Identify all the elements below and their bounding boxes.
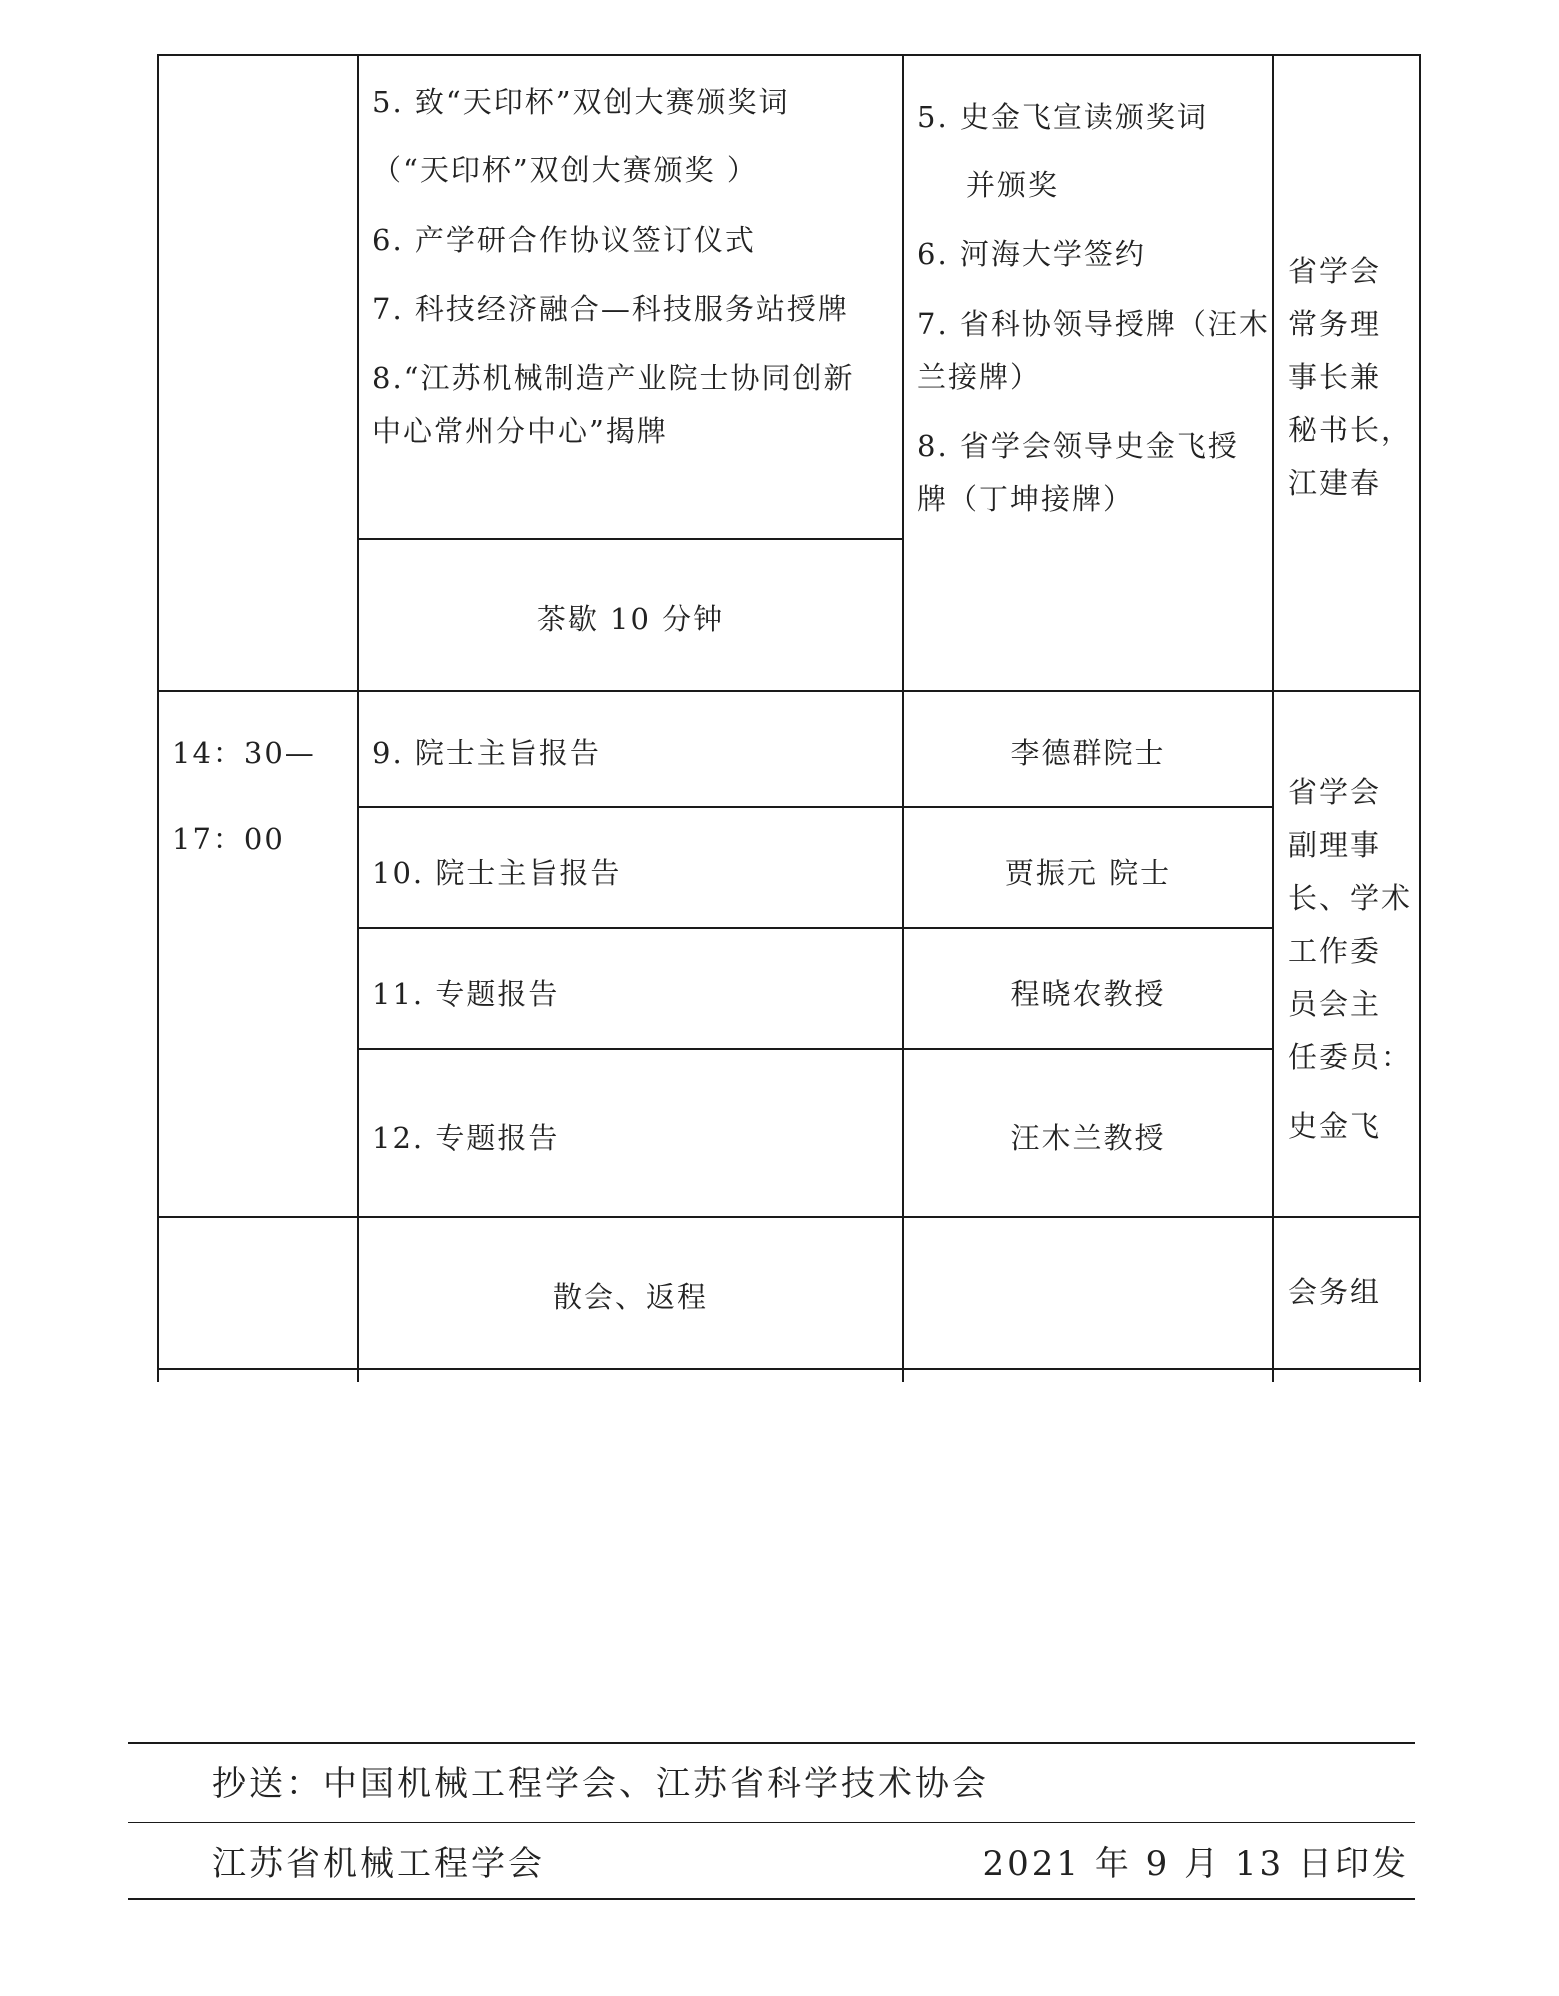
- row11-bottom: [357, 1048, 1274, 1050]
- footer-rule-bottom: [128, 1898, 1415, 1900]
- item-5-line1: 5. 致“天印杯”双创大赛颁奖词: [372, 85, 790, 119]
- host2-line1: 省学会: [1288, 775, 1382, 809]
- host2-line5: 员会主: [1288, 987, 1382, 1021]
- row9-person: 李德群院士: [1010, 736, 1166, 770]
- person-7-line2: 兰接牌）: [917, 360, 1042, 394]
- item-5-line2: （“天印杯”双创大赛颁奖 ）: [372, 153, 758, 187]
- time-start: 14：30—: [172, 736, 316, 770]
- footer-rule-middle: [128, 1822, 1415, 1823]
- person-5-line2: 并颁奖: [966, 168, 1060, 202]
- block3-top: [157, 1216, 1421, 1218]
- row10-person: 贾振元 院士: [1004, 856, 1172, 890]
- person-6: 6. 河海大学签约: [917, 237, 1146, 271]
- footer-issuer: 江苏省机械工程学会: [212, 1844, 545, 1884]
- row11-item: 11. 专题报告: [372, 977, 560, 1011]
- host1-line2: 常务理: [1288, 307, 1382, 341]
- row10-bottom: [357, 927, 1274, 929]
- person-7-line1: 7. 省科协领导授牌（汪木: [917, 307, 1270, 341]
- block2-top: [157, 690, 1421, 692]
- table-border-left: [157, 54, 159, 1382]
- item-6: 6. 产学研合作协议签订仪式: [372, 223, 756, 257]
- row12-item: 12. 专题报告: [372, 1121, 560, 1155]
- item-8-line2: 中心常州分中心”揭牌: [372, 414, 668, 448]
- row9-item: 9. 院士主旨报告: [372, 736, 601, 770]
- host1-line3: 事长兼: [1288, 360, 1382, 394]
- host2-line2: 副理事: [1288, 828, 1382, 862]
- tea-break: 茶歇 10 分钟: [536, 602, 725, 636]
- table-col-divider-3: [1272, 54, 1274, 1382]
- table-col-divider-1: [357, 54, 359, 1382]
- host3: 会务组: [1288, 1275, 1382, 1309]
- person-8-line2: 牌（丁坤接牌）: [917, 482, 1135, 516]
- row9-bottom: [357, 806, 1274, 808]
- footer-cc: 抄送：中国机械工程学会、江苏省科学技术协会: [212, 1764, 989, 1804]
- footer-issue-date: 2021 年 9 月 13 日印发: [982, 1844, 1409, 1884]
- item-7: 7. 科技经济融合—科技服务站授牌: [372, 292, 849, 326]
- table-border-bottom: [157, 1368, 1421, 1370]
- table-col-divider-2: [902, 54, 904, 1382]
- host1-line5: 江建春: [1288, 466, 1382, 500]
- item-8-line1: 8.“江苏机械制造产业院士协同创新: [372, 361, 855, 395]
- row12-person: 汪木兰教授: [1010, 1121, 1166, 1155]
- host2-line4: 工作委: [1288, 934, 1382, 968]
- host2-line3: 长、学术: [1288, 881, 1413, 915]
- break-row-top: [357, 538, 904, 540]
- footer-rule-top: [128, 1742, 1415, 1744]
- host2-line7: 史金飞: [1288, 1109, 1382, 1143]
- table-border-top: [157, 54, 1421, 56]
- host1-line4: 秘书长，: [1288, 413, 1413, 447]
- host2-line6: 任委员：: [1288, 1040, 1413, 1074]
- table-border-right: [1419, 54, 1421, 1382]
- host1-line1: 省学会: [1288, 254, 1382, 288]
- adjourn-return: 散会、返程: [552, 1280, 708, 1314]
- person-8-line1: 8. 省学会领导史金飞授: [917, 429, 1239, 463]
- time-end: 17：00: [172, 822, 285, 856]
- person-5-line1: 5. 史金飞宣读颁奖词: [917, 100, 1208, 134]
- row10-item: 10. 院士主旨报告: [372, 856, 622, 890]
- row11-person: 程晓农教授: [1010, 977, 1166, 1011]
